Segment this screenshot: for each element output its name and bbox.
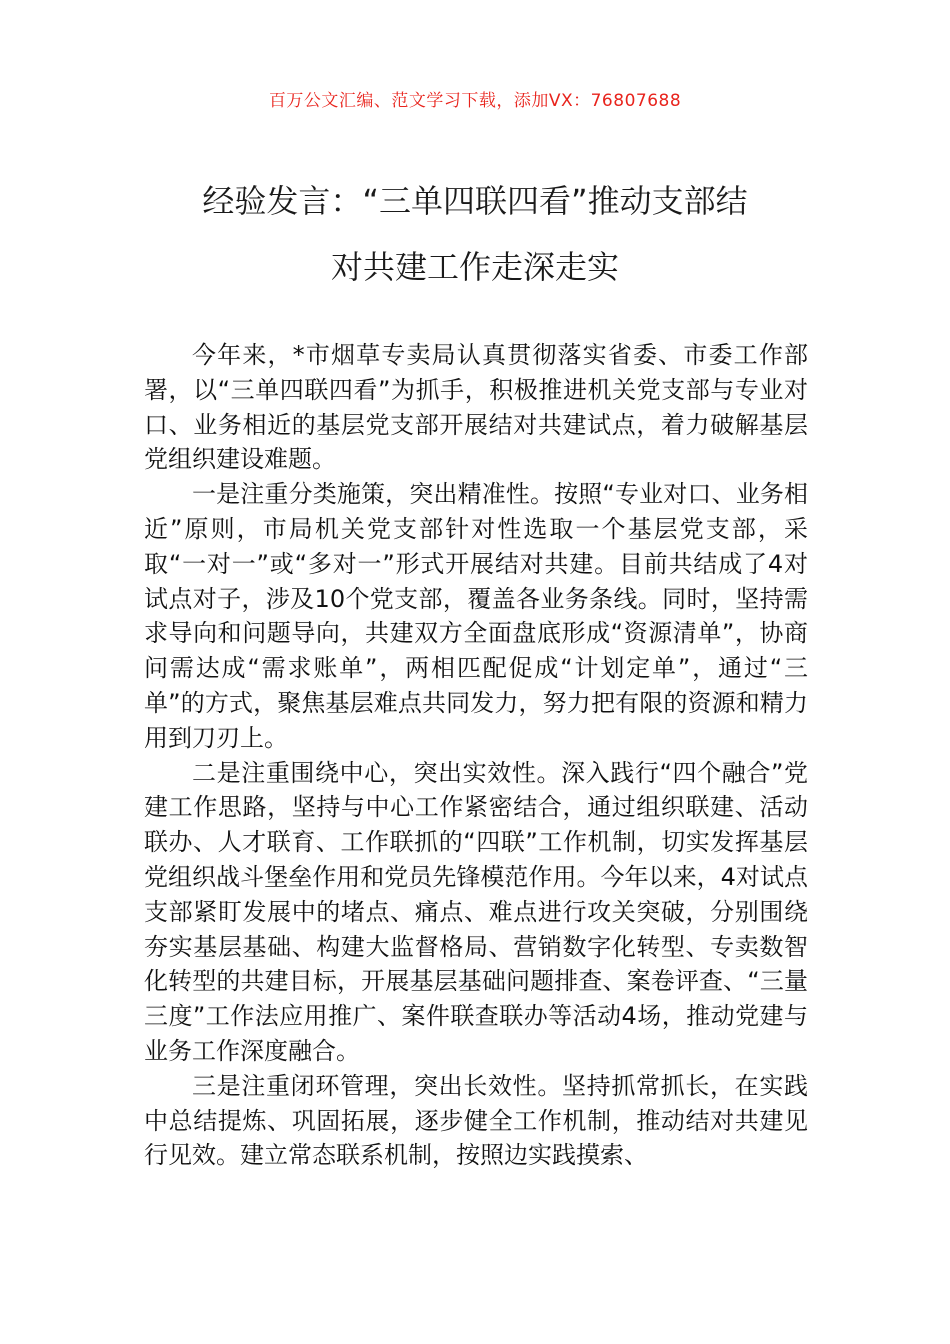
document-body [144,338,808,1173]
paragraph-point-three: 三是注重闭环管理，突出长效性。坚持抓常抓长，在实践中总结提炼、巩固拓展，逐步健全工作机制，推动结对共建见行见效。建立常态联系机制，按照边实践摸索、 [144,1071,808,1170]
header-watermark-note: 百万公文汇编、范文学习下载，添加VX：76807688 [268,91,682,111]
paragraph-point-one: 一是注重分类施策，突出精准性。按照“专业对口、业务相近”原则，市局机关党支部针对性选取一个基层党支部，采取“一对一”或“多对一”形式开展结对共建。目前共结成了4对试点对子，涉及10个党支部，覆盖各业务条线。同时，坚持需求导向和问题导向，共建双方全面盘底形成“资源清单”，协商问需达成“需求账单”，两相匹配促成“计划定单”，通过“三单”的方式，聚焦基层难点共同发力，努力把有限的资源和精力用到刀刃上。 [144,480,808,752]
document-title [140,168,810,300]
paragraph-point-two: 二是注重围绕中心，突出实效性。深入践行“四个融合”党建工作思路，坚持与中心工作紧密结合，通过组织联建、活动联办、人才联育、工作联抓的“四联”工作机制，切实发挥基层党组织战斗堡垒作用和党员先锋模范作用。今年以来，4对试点支部紧盯发展中的堵点、痛点、难点进行攻关突破，分别围绕夯实基层基础、构建大监督格局、营销数字化转型、专卖数智化转型的共建目标，开展基层基础问题排查、案卷评查、“三量三度”工作法应用推广、案件联查联办等活动4场，推动党建与业务工作深度融合。 [144,758,808,1065]
title-line-2: 对共建工作走深走实 [330,248,619,286]
paragraph-intro: 今年来，*市烟草专卖局认真贯彻落实省委、市委工作部署，以“三单四联四看”为抓手，积极推进机关党支部与专业对口、业务相近的基层党支部开展结对共建试点，着力破解基层党组织建设难题。 [144,341,808,474]
title-line-1: 经验发言：“三单四联四看”推动支部结 [202,182,748,220]
